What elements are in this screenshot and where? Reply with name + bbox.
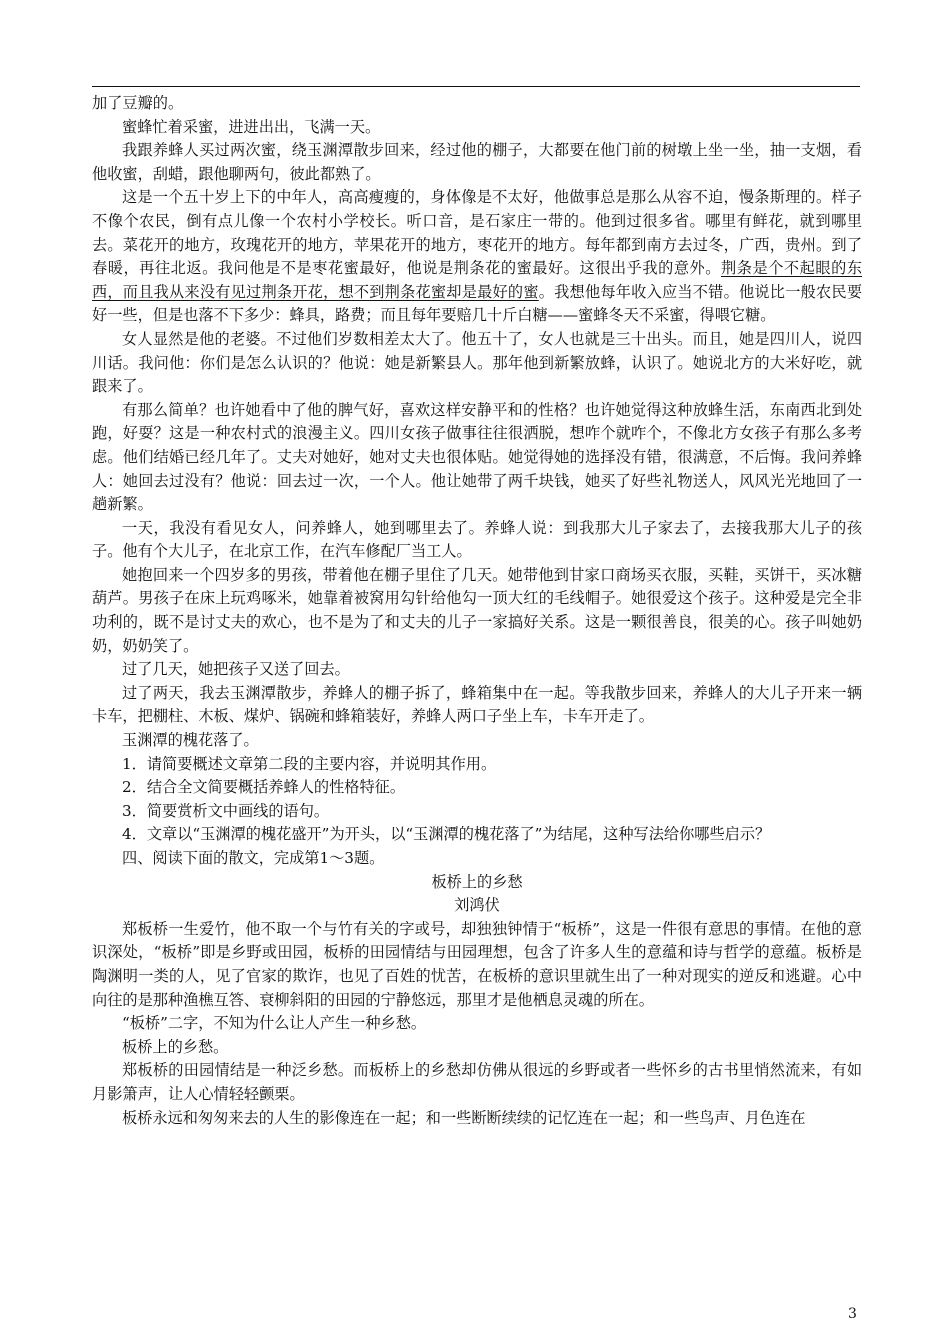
document-body xyxy=(92,92,862,1130)
paragraph: 我跟养蜂人买过两次蜜，绕玉渊潭散步回来，经过他的棚子，大都要在他门前的树墩上坐一坐，抽一支烟，看他收蜜，刮蜡，跟他聊两句，彼此都熟了。 xyxy=(92,141,862,183)
paragraph: 她抱回来一个四岁多的男孩，带着他在棚子里住了几天。她带他到甘家口商场买衣服，买鞋，买饼干，买冰糖葫芦。男孩子在床上玩鸡啄米，她靠着被窝用勾针给他勾一顶大红的毛线帽子。她很爱这个孩子。这种爱是完全非功利的，既不是讨丈夫的欢心，也不是为了和丈夫的儿子一家搞好关系。这是一颗很善良，很美的心。孩子叫她奶奶，奶奶笑了。 xyxy=(92,565,862,655)
question: 1．请简要概述文章第二段的主要内容，并说明其作用。 xyxy=(122,754,497,773)
section-heading: 四、阅读下面的散文，完成第1～3题。 xyxy=(122,849,385,867)
paragraph: 一天，我没有看见女人，问养蜂人，她到哪里去了。养蜂人说：到我那大儿子家去了，去接我那大儿子的孩子。他有个大儿子，在北京工作，在汽车修配厂当工人。 xyxy=(92,518,862,561)
article-title: 板桥上的乡愁 xyxy=(431,872,523,891)
paragraph: 加了豆瓣的。 xyxy=(92,94,184,112)
question: 4．文章以“玉渊潭的槐花盛开”为开头，以“玉渊潭的槐花落了”为结尾，这种写法给你哪些启示？ xyxy=(122,825,771,844)
paragraph: 过了几天，她把孩子又送了回去。 xyxy=(122,660,350,679)
paragraph: 郑板桥一生爱竹，他不取一个与竹有关的字或号，却独独钟情于“板桥”，这是一件很有意思的事情。在他的意识深处，“板桥”即是乡野或田园，板桥的田园情结与田园理想，包含了许多人生的意蕴和诗与哲学的意蕴。板桥是陶渊明一类的人，见了官家的欺诈，也见了百姓的忧苦，在板桥的意识里就生出了一种对现实的逆反和逃避。心中向往的是那种渔樵互答、衰柳斜阳的田园的宁静悠远，那里才是他栖息灵魂的所在。 xyxy=(92,919,862,1009)
paragraph: 板桥上的乡愁。 xyxy=(122,1037,229,1056)
question: 3．简要赏析文中画线的语句。 xyxy=(122,801,330,820)
underlined-sentence: 荆条是个不起眼的东西，而且我从来没有见过荆条开花，想不到荆条花蜜却是最好的蜜 xyxy=(92,259,863,301)
paragraph: 女人显然是他的老婆。不过他们岁数相差太大了。他五十了，女人也就是三十出头。而且，她是四川人，说四川话。我问他：你们是怎么认识的？他说：她是新繁县人。那年他到新繁放蜂，认识了。她说北方的大米好吃，就跟来了。 xyxy=(92,329,862,396)
paragraph: “板桥”二字，不知为什么让人产生一种乡愁。 xyxy=(122,1014,427,1033)
paragraph-text: 这是一个五十岁上下的中年人，高高瘦瘦的，身体像是不太好，他做事总是那么从容不迫，慢条斯理的。样子不像个农民，倒有点儿像一个农村小学校长。听口音，是石家庄一带的。他到过很多省。哪里有鲜花，就到哪里去。菜花开的地方，玫瑰花开的地方，苹果花开的地方，枣花开的地方。每年都到南方去过冬，广西，贵州。到了春暖，再往北返。我问他是不是枣花蜜最好，他说是荆条花的蜜最好。这很出乎我的意外。 xyxy=(92,188,862,278)
paragraph: 过了两天，我去玉渊潭散步，养蜂人的棚子拆了，蜂箱集中在一起。等我散步回来，养蜂人的大儿子开来一辆卡车，把棚柱、木板、煤炉、锅碗和蜂箱装好，养蜂人两口子坐上车，卡车开走了。 xyxy=(92,683,862,726)
paragraph: 有那么简单？也许她看中了他的脾气好，喜欢这样安静平和的性格？也许她觉得这种放蜂生活，东南西北到处跑，好耍？这是一种农村式的浪漫主义。四川女孩子做事往往很洒脱，想咋个就咋个，不像北方女孩子有那么多考虑。他们结婚已经几年了。丈夫对她好，她对丈夫也很体贴。她觉得她的选择没有错，很满意，不后悔。我问养蜂人：她回去过没有？他说：回去过一次，一个人。他让她带了两千块钱，她买了好些礼物送人，风风光光地回了一趟新繁。 xyxy=(92,400,862,514)
article-author: 刘鸿伏 xyxy=(454,896,500,915)
paragraph-with-underline xyxy=(92,186,862,328)
page-number: 3 xyxy=(848,1306,857,1322)
paragraph: 玉渊潭的槐花落了。 xyxy=(122,731,259,750)
paragraph: 蜜蜂忙着采蜜，进进出出，飞满一天。 xyxy=(122,117,381,136)
question: 2．结合全文简要概括养蜂人的性格特征。 xyxy=(122,778,406,797)
paragraph: 板桥永远和匆匆来去的人生的影像连在一起；和一些断断续续的记忆连在一起；和一些鸟声、月色连在 xyxy=(122,1108,806,1127)
paragraph: 郑板桥的田园情结是一种泛乡愁。而板桥上的乡愁却仿佛从很远的乡野或者一些怀乡的古书里悄然流来，有如月影箫声，让人心情轻轻颤栗。 xyxy=(92,1061,862,1103)
paragraph-text: 。我想他每年收入应当不错。他说比一般农民要好一些，但是也落不下多少：蜂具，路费；而且每年要赔几十斤白糖——蜜蜂冬天不采蜜，得喂它糖。 xyxy=(92,282,863,325)
header-rule xyxy=(92,86,860,87)
